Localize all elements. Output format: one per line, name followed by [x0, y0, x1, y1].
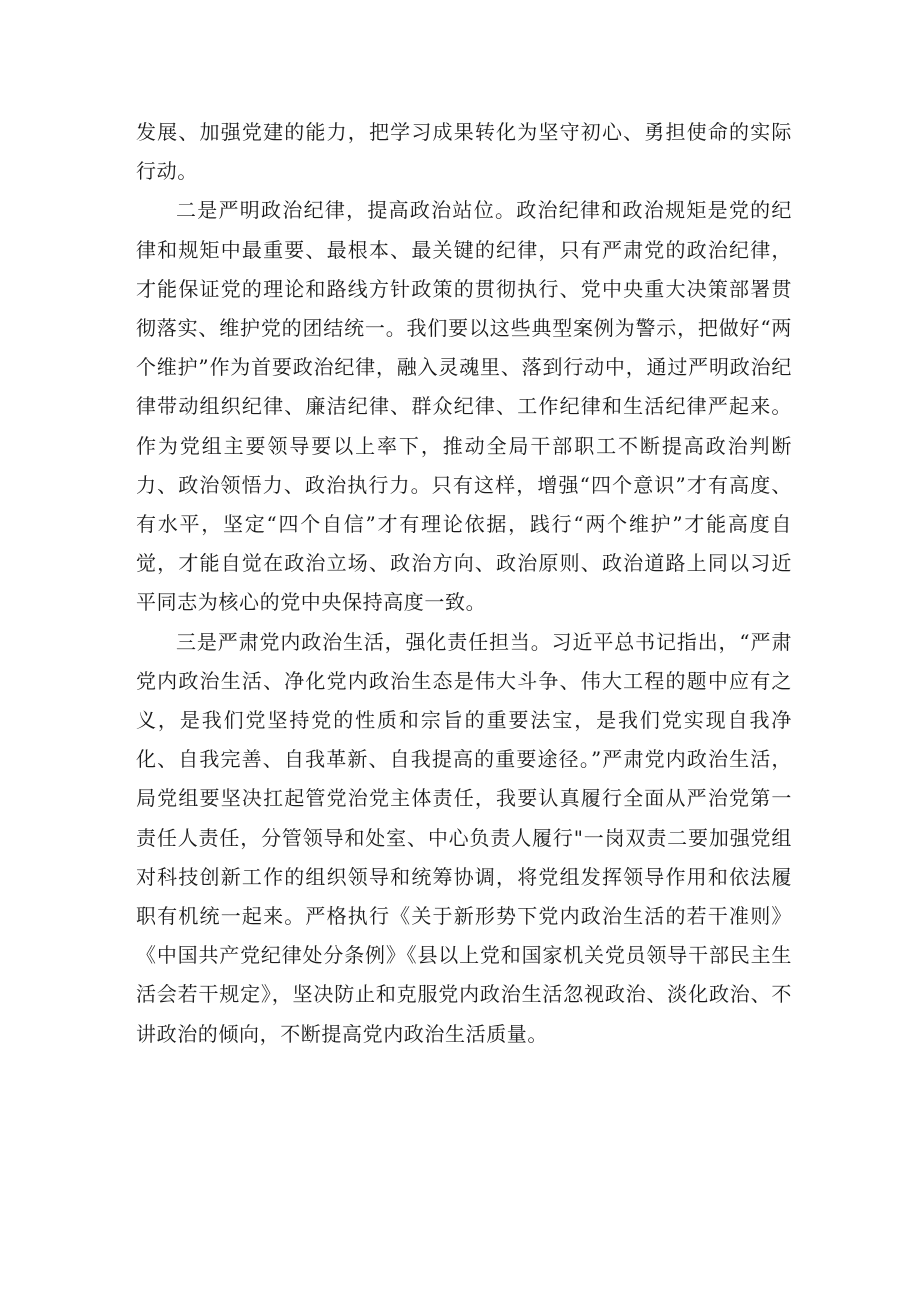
document-body	[136, 113, 792, 1054]
paragraph-political-discipline: 二是严明政治纪律，提高政治站位。政治纪律和政治规矩是党的纪律和规矩中最重要、最根本、最关键的纪律，只有严肃党的政治纪律，才能保证党的理论和路线方针政策的贯彻执行、党中央重大决策部署贯彻落实、维护党的团结统一。我们要以这些典型案例为警示，把做好“两个维护”作为首要政治纪律，融入灵魂里、落到行动中，通过严明政治纪律带动组织纪律、廉洁纪律、群众纪律、工作纪律和生活纪律严起来。作为党组主要领导要以上率下，推动全局干部职工不断提高政治判断力、政治领悟力、政治执行力。只有这样，增强“四个意识”才有高度、有水平，坚定“四个自信”才有理论依据，践行“两个维护”才能高度自觉，才能自觉在政治立场、政治方向、政治原则、政治道路上同以习近平同志为核心的党中央保持高度一致。	[136, 198, 792, 615]
paragraph-political-life: 三是严肃党内政治生活，强化责任担当。习近平总书记指出，“严肃党内政治生活、净化党内政治生态是伟大斗争、伟大工程的题中应有之义，是我们党坚持党的性质和宗旨的重要法宝，是我们党实现自我净化、自我完善、自我革新、自我提高的重要途径。”严肃党内政治生活，局党组要坚决扛起管党治党主体责任，我要认真履行全面从严治党第一责任人责任，分管领导和处室、中心负责人履行"一岗双责二要加强党组对科技创新工作的组织领导和统筹协调，将党组发挥领导作用和依法履职有机统一起来。严格执行《关于新形势下党内政治生活的若干准则》《中国共产党纪律处分条例》《县以上党和国家机关党员领导干部民主生活会若干规定》，坚决防止和克服党内政治生活忽视政治、淡化政治、不讲政治的倾向，不断提高党内政治生活质量。	[136, 629, 792, 1046]
paragraph-continuation: 发展、加强党建的能力，把学习成果转化为坚守初心、勇担使命的实际行动。	[136, 120, 792, 184]
